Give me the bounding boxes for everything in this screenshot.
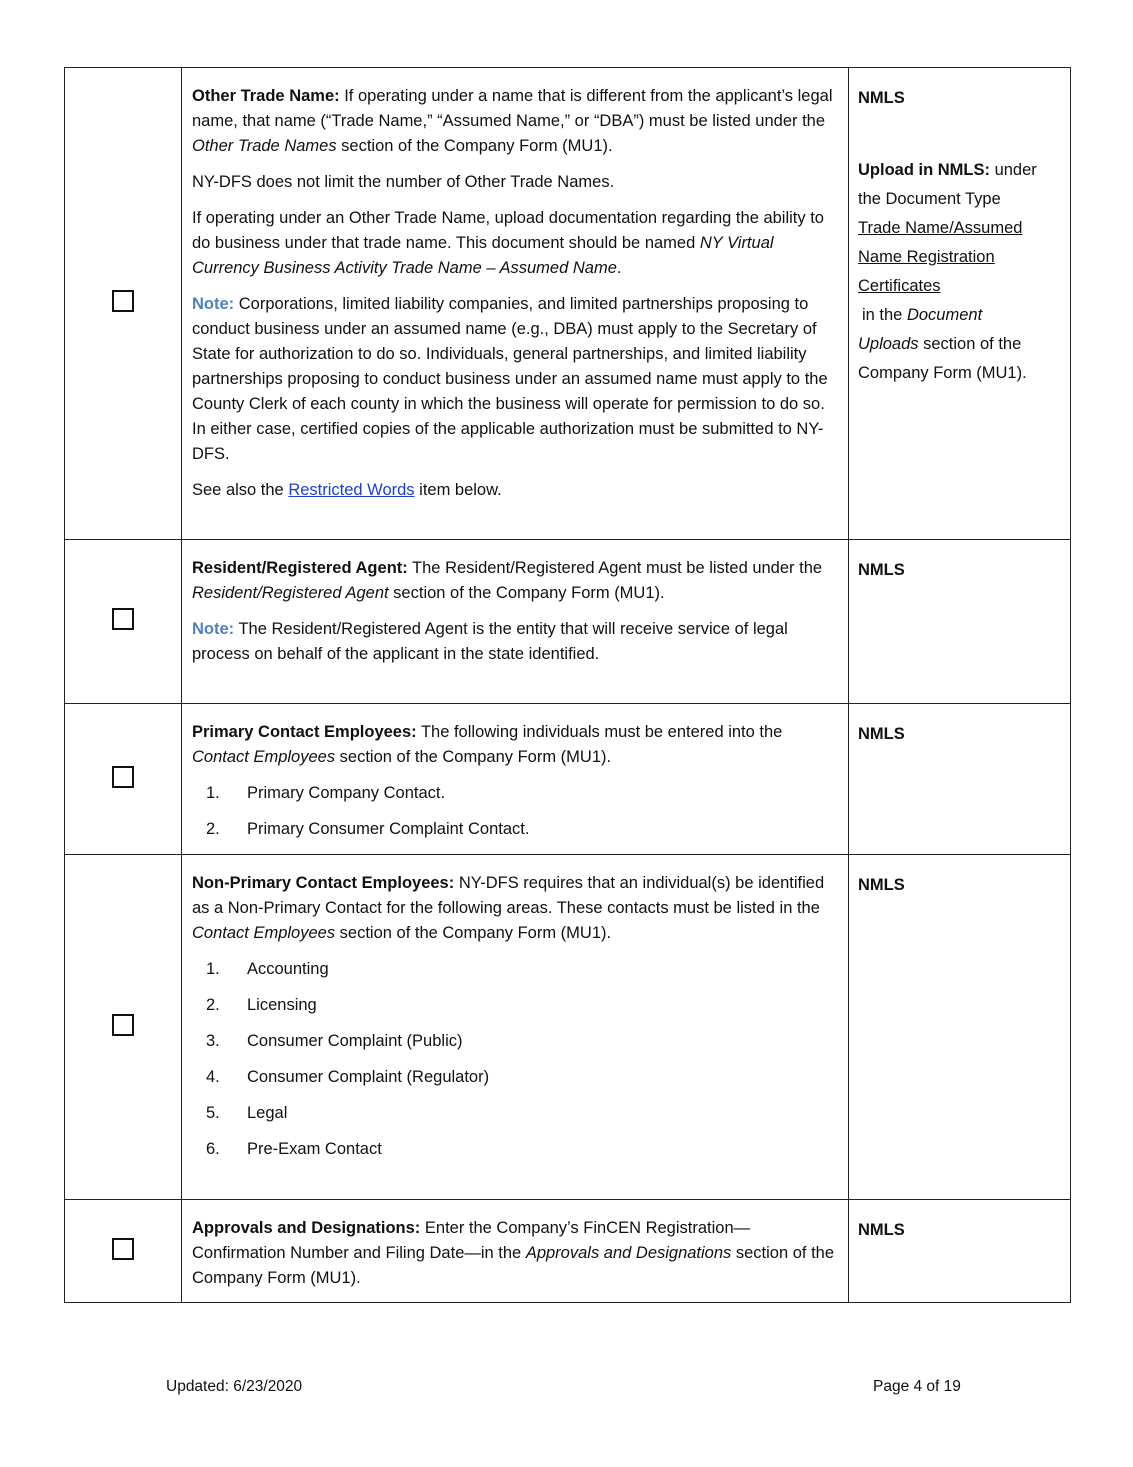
checkbox[interactable] — [112, 290, 134, 312]
checkbox-cell — [65, 68, 182, 540]
requirement-cell — [182, 1200, 849, 1303]
requirement-paragraph: Other Trade Name: If operating under a name that is different from the applicant’s legal name, that name (“Trade Name,” “Assumed Name,” or “DBA”) must be listed under the Other Trade Names section of the Company Form (MU1). — [192, 87, 833, 155]
list-item: 1. Primary Company Contact. — [206, 784, 446, 802]
checklist-row-registered-agent — [65, 540, 1071, 704]
upload-line: Upload in NMLS: under — [858, 161, 1037, 179]
checkbox-cell — [65, 855, 182, 1200]
checklist-row-other-trade-name — [65, 68, 1071, 540]
requirement-title: Other Trade Name: — [192, 87, 340, 105]
requirement-paragraph: Approvals and Designations: Enter the Company’s FinCEN Registration—Confirmation Number and Filing Date—in the Approvals and Designations section of the Company Form (MU1). — [192, 1219, 835, 1287]
requirement-paragraph: Primary Contact Employees: The following individuals must be entered into the Contact Employees section of the Company Form (MU1). — [192, 723, 783, 766]
list-item: 1. Accounting — [206, 960, 329, 978]
requirement-title: Approvals and Designations: — [192, 1219, 421, 1237]
footer-page-number: Page 4 of 19 — [873, 1378, 961, 1395]
list-item: 6. Pre-Exam Contact — [206, 1140, 382, 1158]
list-item: 4. Consumer Complaint (Regulator) — [206, 1068, 490, 1086]
note-label: Note: — [192, 620, 235, 638]
requirement-cell — [182, 68, 849, 540]
system-cell — [849, 1200, 1071, 1303]
requirement-paragraph: Resident/Registered Agent: The Resident/Registered Agent must be listed under the Resident/Registered Agent section of the Company Form (MU1). — [192, 559, 823, 602]
requirement-paragraph: Non-Primary Contact Employees: NY-DFS requires that an individual(s) be identified as a Non-Primary Contact for the following areas. These contacts must be listed in the Contact Employees section of the Company Form (MU1). — [192, 874, 825, 942]
system-cell — [849, 704, 1071, 855]
note-paragraph: Note: The Resident/Registered Agent is the entity that will receive service of legal process on behalf of the applicant in the state identified. — [192, 620, 788, 663]
system-cell — [849, 540, 1071, 704]
numbered-list — [192, 781, 840, 842]
checkbox[interactable] — [112, 1014, 134, 1036]
checklist-row-primary-contacts — [65, 704, 1071, 855]
requirement-title: Non-Primary Contact Employees: — [192, 874, 455, 892]
checklist-row-non-primary-contacts — [65, 855, 1071, 1200]
list-item: 2. Primary Consumer Complaint Contact. — [206, 820, 530, 838]
checkbox-cell — [65, 1200, 182, 1303]
system-cell: NMLS Upload in NMLS: under the Document Type Trade Name/Assumed Name Registration Certificates in the Document Uploads section of the Company Form (MU1). — [849, 68, 1071, 540]
checkbox-cell — [65, 704, 182, 855]
document-type-name: Certificates — [858, 277, 941, 295]
document-type-name: Trade Name/Assumed — [858, 219, 1023, 237]
note-paragraph: Note: Corporations, limited liability companies, and limited partnerships proposing to conduct business under an assumed name (e.g., DBA) must apply to the Secretary of State for authorization to do so. Individuals, general partnerships, and limited liability partnerships proposing to conduct business under an assumed name must apply to the County Clerk of each county in which the business will operate for permission to do so. In either case, certified copies of the applicable authorization must be submitted to NY-DFS. — [192, 295, 828, 463]
checkbox[interactable] — [112, 608, 134, 630]
system-heading: NMLS — [858, 876, 905, 894]
requirement-paragraph: NY-DFS does not limit the number of Other Trade Names. — [192, 173, 615, 191]
list-item: 5. Legal — [206, 1104, 288, 1122]
requirement-cell — [182, 855, 849, 1200]
requirement-title: Primary Contact Employees: — [192, 723, 417, 741]
checklist-row-approvals — [65, 1200, 1071, 1303]
system-heading: NMLS — [858, 725, 905, 743]
system-heading: NMLS — [858, 561, 905, 579]
checkbox-cell — [65, 540, 182, 704]
system-heading: NMLS — [858, 89, 905, 107]
footer-updated-date: Updated: 6/23/2020 — [166, 1378, 303, 1395]
requirement-cell — [182, 704, 849, 855]
checkbox[interactable] — [112, 766, 134, 788]
list-item: 3. Consumer Complaint (Public) — [206, 1032, 463, 1050]
see-also-paragraph: See also the Restricted Words item below. — [192, 481, 502, 499]
list-item: 2. Licensing — [206, 996, 317, 1014]
requirement-cell — [182, 540, 849, 704]
system-heading: NMLS — [858, 1221, 905, 1239]
restricted-words-link[interactable]: Restricted Words — [288, 481, 415, 499]
checklist-table — [64, 67, 1071, 1303]
requirement-paragraph: If operating under an Other Trade Name, upload documentation regarding the ability to do business under that trade name. This document should be named NY Virtual Currency Business Activity Trade Name – Assumed Name. — [192, 209, 824, 277]
system-cell — [849, 855, 1071, 1200]
document-type-name: Name Registration — [858, 248, 995, 266]
checkbox[interactable] — [112, 1238, 134, 1260]
requirement-title: Resident/Registered Agent: — [192, 559, 408, 577]
note-label: Note: — [192, 295, 235, 313]
numbered-list — [192, 957, 840, 1162]
